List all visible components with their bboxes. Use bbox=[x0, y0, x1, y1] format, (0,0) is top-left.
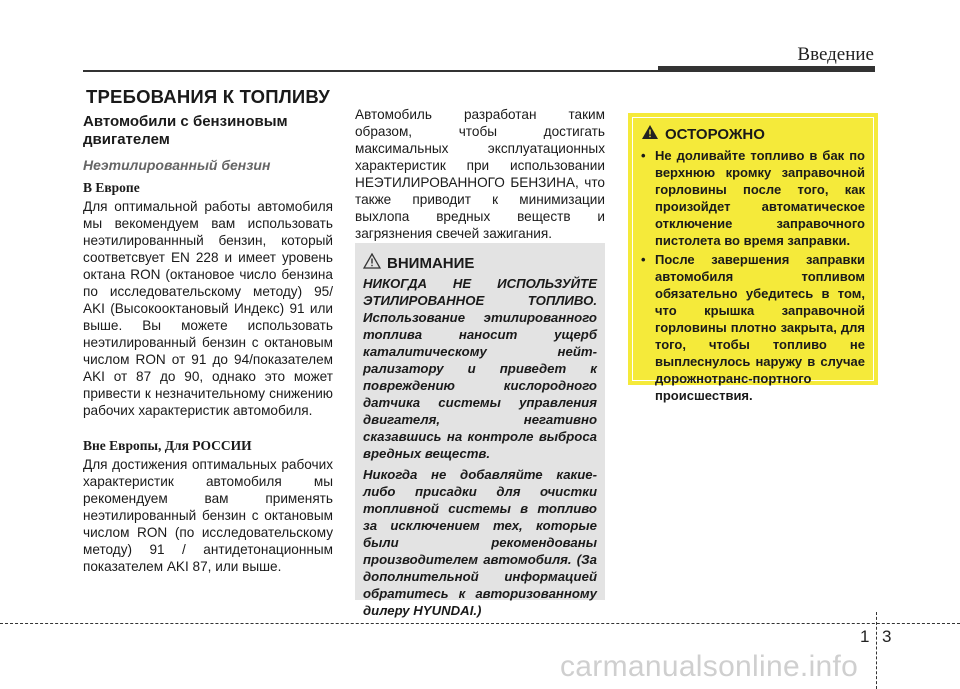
chapter-number: 1 bbox=[860, 627, 870, 646]
page-title: ТРЕБОВАНИЯ К ТОПЛИВУ bbox=[86, 86, 330, 107]
europe-text: Для оптимальной работы автомобиля мы векомендуем вам использовать неэтилированнный бензин, который соответсвует EN 228 и имеет уровень октана RON (октановое число бензина по исследовательскому методу) 95/ AKI (Высокооктановый Индекс) 91 или выше. Вы можете использовать неэтилированный бензин с октановым числом RON от 91 до 94/показателем AKI от 87 до 90, однако это может привести к незначительному снижению рабочих характеристик автомобиля. bbox=[83, 199, 333, 418]
warning-header bbox=[641, 124, 865, 144]
footer-rule bbox=[0, 623, 960, 624]
notice-paragraph-2: Никогда не добавляйте какие-либо присадки для очистки топливной системы в топливо за исключением тех, которые были рекомендованы производителем автомобиля. (За дополнительной информацией обратитесь к авторизованному дилеру HYUNDAI.) bbox=[363, 467, 597, 618]
europe-heading: В Европе bbox=[83, 180, 140, 195]
warning-item: • После завершения заправки автомобиля топливом обязательно убедитесь в том, что крышка заправочной горловины плотно закрыта, для того, чтобы топливо не выплеснулось наружу в случае дорожнотранс-портного происшествия. bbox=[641, 252, 865, 403]
notice-box bbox=[355, 243, 605, 618]
design-text: Автомобиль разработан таким образом, чтобы достигать максимальных эксплуатационных характеристик при использовании НЕЭТИЛИРОВАННОГО БЕНЗИНА, что также приводит к минимизации выхлопа вредных веществ и загрязнения свечей зажигания. bbox=[355, 107, 605, 241]
notice-header bbox=[363, 253, 597, 273]
warning-box bbox=[628, 113, 878, 403]
notice-title: ВНИМАНИЕ bbox=[387, 254, 475, 272]
caution-triangle-icon bbox=[363, 253, 381, 273]
warning-title: ОСТОРОЖНО bbox=[665, 125, 765, 143]
outside-europe-heading: Вне Европы, Для РОССИИ bbox=[83, 438, 252, 453]
notice-paragraph-1: НИКОГДА НЕ ИСПОЛЬЗУЙТЕ ЭТИЛИРОВАННОЕ ТОПЛИВО. Использование этилированного топлива наносит ущерб каталитическому нейт-рализатору и приведет к повреждению кислородного датчика системы управления двигателя, негативно сказавшись на контроле выброса вредных веществ. bbox=[363, 276, 597, 461]
middle-column bbox=[355, 106, 605, 242]
footer-divider bbox=[876, 612, 877, 689]
page-number: 3 bbox=[882, 627, 892, 646]
unleaded-subheading: Неэтилированный бензин bbox=[83, 157, 271, 173]
header-rule bbox=[83, 70, 875, 72]
watermark: carmanualsonline.info bbox=[560, 650, 859, 683]
gasoline-engine-heading: Автомобили с бензиновым двигателем bbox=[83, 113, 288, 148]
section-header: Введение bbox=[797, 44, 874, 65]
warning-triangle-icon bbox=[641, 124, 659, 144]
left-column bbox=[83, 113, 333, 575]
warning-item: • Не доливайте топливо в бак по верхнюю кромку заправочной горловины после того, как произойдет автоматическое отключение заправочного пистолета во время заправки. bbox=[641, 148, 865, 248]
outside-europe-text: Для достижения оптимальных рабочих характеристик автомобиля мы рекомендуем вам применять неэтилированный бензин с октановым числом RON (по исследовательскому методу) 91 / антидетонационным показателем AKI 87, или выше. bbox=[83, 457, 333, 574]
